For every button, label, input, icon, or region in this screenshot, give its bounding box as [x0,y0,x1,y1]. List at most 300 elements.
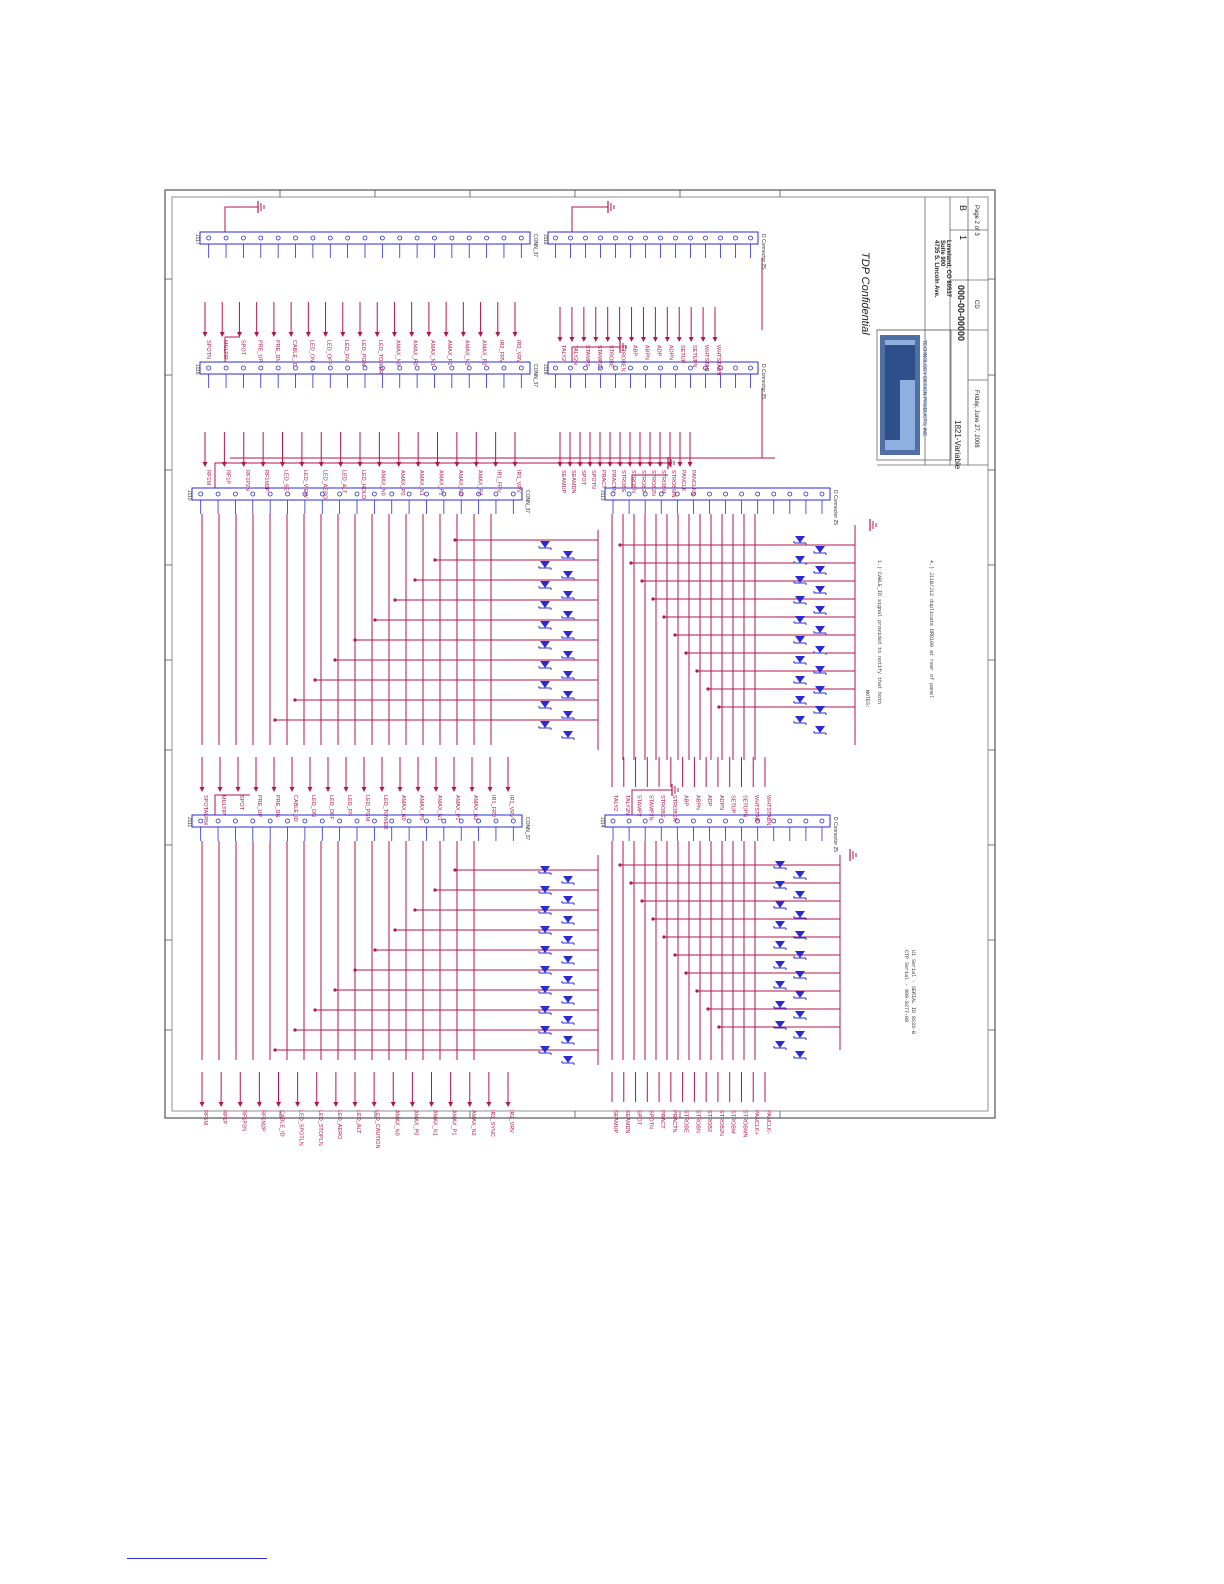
net-label: RF1P2N [243,470,250,492]
connector-pin [207,366,211,370]
net-label: ABPN [643,345,650,360]
junction [684,651,687,654]
net-label: SPOT [238,795,244,810]
net-label: SEAMDN [623,1110,630,1134]
connector-pin [276,366,280,370]
connector-pin [494,819,498,823]
connector-pin [338,819,342,823]
net-label: IR1_FRV [490,795,496,818]
connector-pin [224,236,228,240]
net-label: PRACTN [610,470,616,493]
connector-ref: J118 [542,364,548,375]
junction [673,633,676,636]
net-label: STROB2N [650,470,656,496]
net-label: STROBEN [670,795,677,822]
junction [313,678,316,681]
connector-pin [398,236,402,240]
connector-pin [450,236,454,240]
connector-pin [519,236,523,240]
connector-pin [788,492,792,496]
net-label: WHTSTAB [753,795,760,822]
net-label: STROBE [682,1110,689,1133]
junction [333,988,336,991]
net-label: STAMP2N [647,795,654,821]
net-label: PRE_DN [274,795,280,818]
net-label: PANCLK+ [753,1110,760,1135]
connector-pin [407,492,411,496]
connector-pin [199,492,203,496]
net-label: LED_AERO [335,1110,342,1140]
junction [413,578,416,581]
connector-pin [511,492,515,496]
junction [695,669,698,672]
connector-pin [820,819,824,823]
junction [706,1007,709,1010]
net-label: STAMP2 [635,795,642,817]
connector-pin [643,492,647,496]
connector-pin [611,819,615,823]
junction [673,953,676,956]
net-label: AMAX_N2 [463,340,470,366]
connector-pin [627,819,631,823]
connector-pin [554,236,558,240]
junction [717,705,720,708]
net-label: LED_TOWER [377,340,384,375]
net-label: AMAX_N1 [431,1110,438,1136]
connector-pin [749,366,753,370]
connector-name: D Connector 25 [760,364,766,400]
net-label: SEAMUP [612,1110,618,1134]
net-label: PANCLK [680,470,686,492]
connector-pin [363,366,367,370]
junction [662,615,665,618]
connector-pin [224,366,228,370]
junction [393,928,396,931]
connector-pin [599,236,603,240]
net-label: RF1M [202,1110,208,1125]
connector-name: D Connector 25 [832,817,838,853]
net-label: AMAX_P1 [450,1110,457,1136]
connector-ref: J111 [186,817,192,828]
connector-pin [432,236,436,240]
net-label: TALY2N [623,795,630,815]
connector-pin [355,492,359,496]
net-label: WHTSTABN [715,345,721,376]
junction [640,579,643,582]
connector-pin [614,236,618,240]
net-label: SPOTALRM [202,795,208,825]
connector-pin [251,492,255,496]
connector-pin [519,366,523,370]
net-label: SPOT [580,470,586,485]
connector-pin [268,819,272,823]
junction [313,1008,316,1011]
net-label: SPOTN [647,1110,654,1129]
net-label: IR2_VRV [515,340,521,363]
net-label: AMAX_N1 [428,340,435,366]
net-label: ABPN [694,795,701,810]
connector-name: CONN_37 [524,817,530,841]
company-logo [880,335,920,455]
net-label: STROB2N [717,1110,724,1136]
net-label: SETUP [679,345,686,364]
net-label: AMAX_N2 [469,1110,476,1136]
connector-pin [415,236,419,240]
net-label: IR2_SYNC [488,1110,495,1137]
junction [695,989,698,992]
connector-pin [450,366,454,370]
connector-mid_bottom [605,488,830,500]
connector-pin [407,819,411,823]
connector-pin [659,236,663,240]
net-label: SPOTN [590,470,596,489]
net-label: SETUPN [691,345,698,368]
connector-pin [485,366,489,370]
connector-pin [390,492,394,496]
net-label: WHTSTABN [765,795,771,826]
connector-pin [346,366,350,370]
net-label: AMAX_P2 [476,470,483,496]
net-label: PRACT [659,1110,666,1129]
net-label: RF1M [205,470,211,485]
side-note-0: CTP Serial - 999-0277-08 [903,950,909,1023]
net-label: SPOT [635,1110,642,1125]
net-label: LED_OFF [328,795,334,820]
junction [373,618,376,621]
junction [629,561,632,564]
net-label: AMAX_P1 [454,795,460,821]
side-note-1: UI Serial - SERIAL ID 0233-B [910,950,916,1035]
connector-pin [674,236,678,240]
net-label: RF1M2P [263,470,270,492]
connector-pin [734,366,738,370]
junction [453,538,456,541]
net-label: LED_FN [346,795,352,817]
connector-pin [328,366,332,370]
connector-ref: J110 [186,490,192,501]
connector-pin [233,819,237,823]
connector-pin [294,236,298,240]
connector-pin [569,366,573,370]
connector-pin [415,366,419,370]
connector-pin [216,819,220,823]
net-label: PANCLKN [690,470,696,496]
connector-pin [740,492,744,496]
note-0: NOTES: [864,690,870,709]
date-value: Friday, June 27, 2008 [973,390,979,448]
connector-pin [372,492,376,496]
net-label: STROBE [620,470,626,493]
net-label: PRACTN [670,1110,677,1133]
connector-pin [704,236,708,240]
connector-pin [286,492,290,496]
net-label: LED_SPOTLN [297,1110,304,1146]
connector-pin [629,236,633,240]
net-label: ADPN [667,345,674,361]
net-label: LED_VIEW [301,470,308,498]
net-label: LED_SE [282,470,289,492]
rev-value: B [958,205,968,212]
junction [640,899,643,902]
note-4: 4.) J11B/J12 duplicate DRD100 at rear of panel [928,560,934,699]
connector-pin [569,236,573,240]
net-label: AMAX_P1 [446,340,453,366]
connector-pin [820,492,824,496]
connector-pin [363,236,367,240]
net-label: LED_PGM [360,340,366,367]
connector-name: CONN_37 [524,490,530,514]
connector-pin [724,492,728,496]
net-label: ABP [682,795,689,807]
connector-name: D Connector 25 [760,234,766,270]
net-label: TALY2N [571,345,578,365]
connector-ref: J116 [194,364,200,375]
connector-pin [707,492,711,496]
connector-ref: J113 [599,490,605,501]
junction [353,638,356,641]
connector-pin [355,819,359,823]
net-label: PRACT [600,470,606,489]
net-label: STROBMN [741,1110,748,1138]
net-label: CABLE_ID [291,340,298,367]
connector-pin [494,492,498,496]
connector-pin [328,236,332,240]
net-label: TALY2 [560,345,566,361]
connector-pin [311,236,315,240]
connector-pin [241,236,245,240]
junction [651,597,654,600]
net-label: RF1P2N [240,1110,247,1132]
net-label: PANCLK- [765,1110,771,1134]
net-label: SPOT [239,340,246,355]
net-label: IR1_VRV [515,470,521,493]
connector-name: CONN_37 [532,234,538,258]
net-label: LED_FN [342,340,349,362]
junction [333,658,336,661]
junction [433,558,436,561]
connector-pin [390,819,394,823]
net-label: STAMP2 [583,345,590,367]
net-label: RF1M2P [259,1110,266,1132]
footnote-rule [127,1558,267,1559]
connector-top_right_b [548,232,758,244]
junction [273,718,276,721]
junction [629,881,632,884]
connector-pin [276,236,280,240]
net-label: IR2_VRV [508,1110,514,1133]
net-label: AMAX_N2 [472,795,478,821]
net-label: STROBM [660,470,666,494]
net-label: TALY2 [612,795,618,811]
connector-pin [467,366,471,370]
connector-pin [502,236,506,240]
junction [433,888,436,891]
net-label: PRE_DN [273,340,280,363]
net-label: STROBN [630,470,636,493]
connector-name: D Connector 25 [832,490,838,526]
address-line-1: 4735 S. Lincoln Ave. [933,240,939,298]
connector-ref: J114 [599,817,605,828]
connector-pin [398,366,402,370]
connector-pin [432,366,436,370]
connector-pin [207,236,211,240]
junction [618,863,621,866]
connector-pin [644,236,648,240]
net-label: WHTSTAB [703,345,710,372]
junction [293,698,296,701]
connector-pin [554,366,558,370]
net-label: AMAX_P0 [398,470,405,496]
net-label: AMAX_N0 [394,340,401,366]
connector-pin [268,492,272,496]
net-label: ADP [706,795,713,807]
net-label: STROB2 [706,1110,713,1133]
connector-pin [674,366,678,370]
net-label: RF1P [224,470,231,485]
junction [453,868,456,871]
connector-pin [719,236,723,240]
net-label: CABLE_ID [278,1110,285,1137]
net-label: LED_CAUTION [374,1110,381,1149]
connector-ref: J117 [194,234,200,245]
connector-pin [511,819,515,823]
connector-ref: J119 [542,234,548,245]
connector-pin [644,366,648,370]
net-label: LED_ON [308,340,315,363]
connector-pin [320,819,324,823]
connector-pin [485,236,489,240]
net-label: AMAX_P2 [480,340,487,366]
connector-pin [772,819,776,823]
connector-pin [259,366,263,370]
connector-pin [659,366,663,370]
net-label: AMAX_N0 [400,795,406,821]
net-label: STROBE [659,795,666,818]
junction [413,908,416,911]
net-label: AMAX_N2 [456,470,463,496]
net-label: LED_ALT [340,470,347,494]
net-label: LED_ALT [355,1110,361,1134]
net-label: LED_OFF [325,340,332,365]
net-label: AMAX_N0 [393,1110,400,1136]
connector-pin [707,819,711,823]
connector-pin [380,236,384,240]
connector-pin [286,819,290,823]
connector-pin [241,366,245,370]
net-label: AMAX_N1 [436,795,442,821]
net-label: AMAX_P0 [412,1110,419,1136]
junction [662,935,665,938]
net-label: IR1_VRV [508,795,514,818]
junction [717,1025,720,1028]
net-label: ABP [631,345,638,357]
drawn-value: CD [973,300,979,309]
connector-pin [749,236,753,240]
junction [293,1028,296,1031]
connector-pin [772,492,776,496]
note-1: 1.) CABLE_ID signal provided to notify that both [876,560,882,705]
connector-pin [584,236,588,240]
connector-pin [643,819,647,823]
net-label: LED_STOPLN [316,1110,323,1146]
junction [373,948,376,951]
connector-pin [303,819,307,823]
net-label: ADPN [717,795,724,811]
junction [684,971,687,974]
connector-pin [502,366,506,370]
connector-pin [734,236,738,240]
net-label: STROBEN [619,345,626,372]
net-label: PRE_UP [256,795,262,818]
net-label: PRE_UP [256,340,263,363]
size-value: 1 [958,235,968,241]
net-label: SEAMDN [570,470,576,494]
junction [273,1048,276,1051]
junction [353,968,356,971]
connector-pin [467,236,471,240]
net-label: MULTIP [222,340,229,360]
junction [706,687,709,690]
net-label: STAMP2N [595,345,602,371]
connector-pin [689,236,693,240]
part-number-value: 000-00-00000 [956,285,966,342]
net-label: LED_ON [310,795,316,818]
net-label: AMAX_P0 [418,795,424,821]
connector-pin [372,819,376,823]
connector-top_right_a [548,362,758,374]
net-label: STROBM [729,1110,736,1134]
connector-pin [346,236,350,240]
company-name: TECHNOLOGY DESIGN PRODUCTS, INC [921,340,927,437]
connector-pin [233,492,237,496]
net-label: STROB2 [640,470,646,493]
connector-pin [311,366,315,370]
connector-pin [691,819,695,823]
junction [651,917,654,920]
net-label: CABLE_ID [292,795,298,822]
address-line-2: Suite 900 [939,240,945,267]
net-label: SEAMUP [560,470,566,494]
connector-pin [788,819,792,823]
net-label: AMAX_P0 [411,340,418,366]
net-label: STROBN [694,1110,701,1133]
page-value: Page 2 of 3 [973,205,979,236]
connector-pin [251,819,255,823]
connector-pin [659,819,663,823]
connector-pin [740,819,744,823]
connector-pin [756,492,760,496]
connector-pin [629,366,633,370]
connector-pin [804,492,808,496]
net-label: AMAX_N0 [379,470,386,496]
address-line-3: Loveland, CO 80537 [945,240,951,298]
net-label: STROBE [607,345,614,368]
net-label: MULTIP [220,795,226,815]
net-label: AMAX_P1 [437,470,444,496]
net-label: IR1_FRV [495,470,502,493]
net-label: LED_AERO [321,470,328,500]
net-label: AMAX_N1 [418,470,425,496]
net-label: STROBMN [670,470,676,498]
connector-pin [259,236,263,240]
net-label: IR2_FRV [497,340,504,363]
net-label: LED_PGM [364,795,370,822]
project-value: 1821-Variable [953,420,962,470]
net-label: SPOTN [205,340,211,359]
net-label: SETUP [729,795,736,814]
net-label: ADP [655,345,662,357]
confidential-label: TDP Confidential [859,252,871,335]
